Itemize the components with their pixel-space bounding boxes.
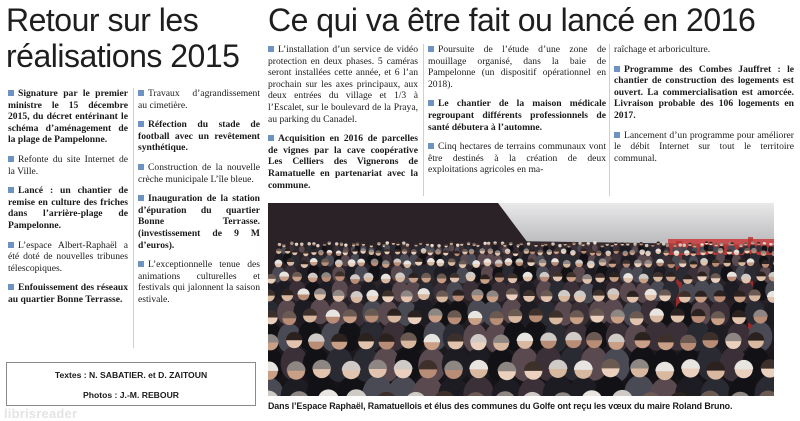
column-divider — [133, 88, 134, 348]
paragraph: Refonte du site Internet de la Ville. — [8, 153, 128, 177]
square-bullet-icon — [138, 164, 144, 170]
paragraph: Cinq hectares de terrains communaux vont être destinés à la création de deux exploitations agricoles en ma- — [428, 141, 606, 176]
headline-realisations-2015: Retour sur les réalisations 2015 — [6, 2, 240, 74]
square-bullet-icon — [268, 135, 274, 141]
article-column-4 — [428, 44, 606, 184]
credit-texts: Textes : N. SABATIER. et D. ZAITOUN — [54, 370, 208, 380]
paragraph: Lancement d’un programme pour améliorer le débit Internet sur tout le territoire communal. — [614, 129, 794, 164]
paragraph: Lancé : un chantier de remise en culture des friches dans l’arrière-plage de Pampelonne. — [8, 185, 128, 231]
paragraph: Le chantier de la maison médicale regroupant différents professionnels de santé débutera à l’automne. — [428, 98, 606, 133]
square-bullet-icon — [138, 90, 144, 96]
paragraph: L’installation d’un service de vidéo protection en deux phases. 5 caméras seront installées cette année, et 6 l’an prochain sur les axes principaux, aux deux entrées du village et 1/3 à l’Escalet, sur le boulevard de la Praya, au parking du Canadel. — [268, 44, 418, 125]
square-bullet-icon — [8, 242, 14, 248]
column-divider — [609, 44, 610, 196]
square-bullet-icon — [8, 90, 14, 96]
paragraph: Réfection du stade de football avec un revêtement synthétique. — [138, 119, 260, 154]
article-column-1 — [8, 88, 128, 314]
article-column-2 — [138, 88, 260, 314]
square-bullet-icon — [428, 46, 434, 52]
paragraph: L’exceptionnelle tenue des animations culturelles et festivals qui jalonnent la saison estivale. — [138, 259, 260, 305]
audience-photo-illustration — [268, 203, 774, 396]
paragraph: Signature par le premier ministre le 15 décembre 2015, du décret entérinant le schéma d’aménagement de la plage de Pampelonne. — [8, 88, 128, 146]
square-bullet-icon — [614, 132, 620, 138]
square-bullet-icon — [138, 261, 144, 267]
square-bullet-icon — [428, 100, 434, 106]
paragraph: Poursuite de l’étude d’une zone de mouillage organisé, dans la baie de Pampelonne (un dispositif opérationnel en 2018). — [428, 44, 606, 90]
paragraph: Enfouissement des réseaux au quartier Bonne Terrasse. — [8, 282, 128, 305]
square-bullet-icon — [138, 195, 144, 201]
square-bullet-icon — [614, 66, 620, 72]
paragraph: Construction de la nouvelle crèche municipale L’île bleue. — [138, 161, 260, 185]
credit-photos: Photos : J.-M. REBOUR — [83, 390, 179, 400]
audience-photo — [268, 203, 774, 396]
paragraph: raîchage et arboriculture. — [614, 44, 711, 55]
paragraph: Acquisition en 2016 de parcelles de vignes par la cave coopérative Les Celliers des Vignerons de Ramatuelle en partenariat avec la commune. — [268, 133, 418, 191]
square-bullet-icon — [8, 187, 14, 193]
paragraph: Inauguration de la station d’épuration du quartier Bonne Terrasse. (investissement de 9 M d’euros). — [138, 193, 260, 251]
paragraph: L’espace Albert-Raphaël a été doté de nouvelles tribunes télescopiques. — [8, 239, 128, 274]
credits-box — [6, 362, 256, 406]
photo-caption: Dans l’Espace Raphaël, Ramatuellois et élus des communes du Golfe ont reçu les vœux du maire Roland Bruno. — [268, 401, 733, 411]
square-bullet-icon — [8, 284, 14, 290]
column-divider — [423, 44, 424, 196]
square-bullet-icon — [268, 46, 274, 52]
headline-projets-2016: Ce qui va être fait ou lancé en 2016 — [268, 2, 756, 38]
watermark: librisreader — [4, 406, 78, 421]
square-bullet-icon — [8, 156, 14, 162]
square-bullet-icon — [428, 143, 434, 149]
article-column-5 — [614, 44, 794, 172]
paragraph: Programme des Combes Jauffret : le chantier de construction des logements est ouvert. La commercialisation est amorcée. Livraison probable des 106 logements en 2017. — [614, 63, 794, 121]
square-bullet-icon — [138, 121, 144, 127]
paragraph: Travaux d’agrandissement au cimetière. — [138, 88, 260, 111]
article-column-3 — [268, 44, 418, 199]
